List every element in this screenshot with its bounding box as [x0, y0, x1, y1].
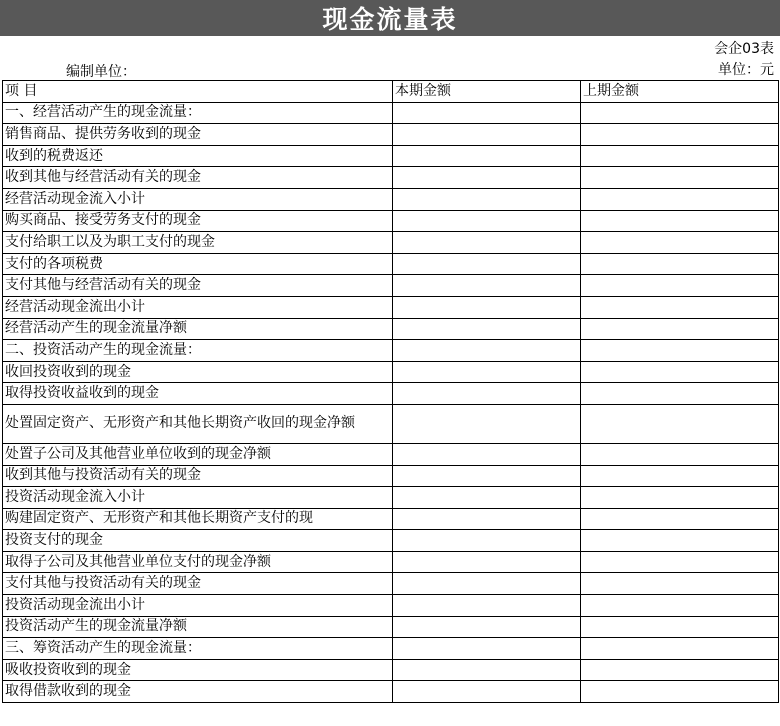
unit-label: 单位：元: [718, 62, 774, 78]
current-amount-cell[interactable]: [393, 595, 581, 617]
current-amount-cell[interactable]: [393, 573, 581, 595]
current-amount-cell[interactable]: [393, 124, 581, 146]
table-row: [3, 232, 779, 254]
current-amount-cell[interactable]: [393, 659, 581, 681]
previous-amount-cell[interactable]: [581, 167, 779, 189]
previous-amount-cell[interactable]: [581, 210, 779, 232]
table-row: [3, 124, 779, 146]
previous-amount-cell[interactable]: [581, 681, 779, 703]
current-amount-cell[interactable]: [393, 253, 581, 275]
current-amount-cell[interactable]: [393, 681, 581, 703]
current-amount-cell[interactable]: [393, 443, 581, 465]
previous-amount-cell[interactable]: [581, 487, 779, 509]
table-body: [3, 102, 779, 702]
table-row: [3, 681, 779, 703]
previous-amount-cell[interactable]: [581, 361, 779, 383]
table-row: [3, 404, 779, 443]
current-amount-cell[interactable]: [393, 616, 581, 638]
previous-amount-cell[interactable]: [581, 465, 779, 487]
table-row: [3, 443, 779, 465]
current-amount-cell[interactable]: [393, 340, 581, 362]
row-item-label: 经营活动产生的现金流量净额: [3, 318, 393, 340]
row-item-label: 支付的各项税费: [3, 253, 393, 275]
page-title: 现金流量表: [322, 5, 458, 34]
table-row: [3, 340, 779, 362]
previous-amount-cell[interactable]: [581, 595, 779, 617]
table-row: [3, 167, 779, 189]
header-row: [3, 81, 779, 103]
current-amount-cell[interactable]: [393, 145, 581, 167]
row-item-label: 购建固定资产、无形资产和其他长期资产支付的现: [3, 508, 393, 530]
current-amount-cell[interactable]: [393, 318, 581, 340]
previous-amount-cell[interactable]: [581, 530, 779, 552]
table-row: [3, 188, 779, 210]
current-amount-cell[interactable]: [393, 638, 581, 660]
table-row: [3, 595, 779, 617]
current-amount-cell[interactable]: [393, 530, 581, 552]
previous-amount-cell[interactable]: [581, 188, 779, 210]
row-item-label: 收到其他与经营活动有关的现金: [3, 167, 393, 189]
table-row: [3, 530, 779, 552]
row-item-label: 投资活动产生的现金流量净额: [3, 616, 393, 638]
table-row: [3, 465, 779, 487]
row-item-label: 支付其他与经营活动有关的现金: [3, 275, 393, 297]
current-amount-cell[interactable]: [393, 296, 581, 318]
previous-amount-cell[interactable]: [581, 124, 779, 146]
previous-amount-cell[interactable]: [581, 232, 779, 254]
table-row: [3, 659, 779, 681]
row-item-label: 经营活动现金流入小计: [3, 188, 393, 210]
table-row: [3, 616, 779, 638]
row-item-label: 二、投资活动产生的现金流量：: [3, 340, 393, 362]
previous-amount-cell[interactable]: [581, 145, 779, 167]
table-row: [3, 638, 779, 660]
current-amount-cell[interactable]: [393, 275, 581, 297]
row-item-label: 吸收投资收到的现金: [3, 659, 393, 681]
row-item-label: 购买商品、接受劳务支付的现金: [3, 210, 393, 232]
row-item-label: 投资活动现金流出小计: [3, 595, 393, 617]
row-item-label: 取得借款收到的现金: [3, 681, 393, 703]
table-row: [3, 508, 779, 530]
row-item-label: 取得投资收益收到的现金: [3, 383, 393, 405]
previous-amount-cell[interactable]: [581, 638, 779, 660]
table-row: [3, 551, 779, 573]
row-item-label: 经营活动现金流出小计: [3, 296, 393, 318]
previous-amount-cell[interactable]: [581, 443, 779, 465]
row-item-label: 取得子公司及其他营业单位支付的现金净额: [3, 551, 393, 573]
table-row: [3, 361, 779, 383]
previous-amount-cell[interactable]: [581, 318, 779, 340]
table-row: [3, 573, 779, 595]
previous-amount-cell[interactable]: [581, 383, 779, 405]
previous-amount-cell[interactable]: [581, 275, 779, 297]
row-item-label: 处置子公司及其他营业单位收到的现金净额: [3, 443, 393, 465]
row-item-label: 收回投资收到的现金: [3, 361, 393, 383]
table-row: [3, 296, 779, 318]
column-header-previous: 上期金额: [581, 81, 779, 103]
row-item-label: 一、经营活动产生的现金流量：: [3, 102, 393, 124]
row-item-label: 销售商品、提供劳务收到的现金: [3, 124, 393, 146]
row-item-label: 支付其他与投资活动有关的现金: [3, 573, 393, 595]
current-amount-cell[interactable]: [393, 487, 581, 509]
cash-flow-table: [2, 80, 779, 703]
previous-amount-cell[interactable]: [581, 296, 779, 318]
form-number: 会企03表: [714, 41, 774, 57]
current-amount-cell[interactable]: [393, 361, 581, 383]
row-item-label: 收到的税费返还: [3, 145, 393, 167]
column-header-current: 本期金额: [393, 81, 581, 103]
previous-amount-cell[interactable]: [581, 616, 779, 638]
current-amount-cell[interactable]: [393, 210, 581, 232]
table-row: [3, 318, 779, 340]
previous-amount-cell[interactable]: [581, 253, 779, 275]
previous-amount-cell[interactable]: [581, 404, 779, 443]
row-item-label: 投资支付的现金: [3, 530, 393, 552]
current-amount-cell[interactable]: [393, 232, 581, 254]
previous-amount-cell[interactable]: [581, 508, 779, 530]
previous-amount-cell[interactable]: [581, 102, 779, 124]
table-row: [3, 145, 779, 167]
row-item-label: 处置固定资产、无形资产和其他长期资产收回的现金净额: [3, 404, 393, 443]
organization-label: 编制单位：: [66, 64, 136, 80]
previous-amount-cell[interactable]: [581, 573, 779, 595]
table-row: [3, 210, 779, 232]
current-amount-cell[interactable]: [393, 404, 581, 443]
current-amount-cell[interactable]: [393, 383, 581, 405]
row-item-label: 投资活动现金流入小计: [3, 487, 393, 509]
table-row: [3, 383, 779, 405]
previous-amount-cell[interactable]: [581, 340, 779, 362]
column-header-item: 项 目: [3, 81, 393, 103]
title-bar: [0, 0, 780, 36]
table-row: [3, 102, 779, 124]
table-row: [3, 275, 779, 297]
row-item-label: 收到其他与投资活动有关的现金: [3, 465, 393, 487]
current-amount-cell[interactable]: [393, 508, 581, 530]
table-row: [3, 487, 779, 509]
current-amount-cell[interactable]: [393, 167, 581, 189]
table-row: [3, 253, 779, 275]
current-amount-cell[interactable]: [393, 188, 581, 210]
row-item-label: 支付给职工以及为职工支付的现金: [3, 232, 393, 254]
row-item-label: 三、筹资活动产生的现金流量：: [3, 638, 393, 660]
current-amount-cell[interactable]: [393, 551, 581, 573]
previous-amount-cell[interactable]: [581, 659, 779, 681]
current-amount-cell[interactable]: [393, 102, 581, 124]
current-amount-cell[interactable]: [393, 465, 581, 487]
previous-amount-cell[interactable]: [581, 551, 779, 573]
